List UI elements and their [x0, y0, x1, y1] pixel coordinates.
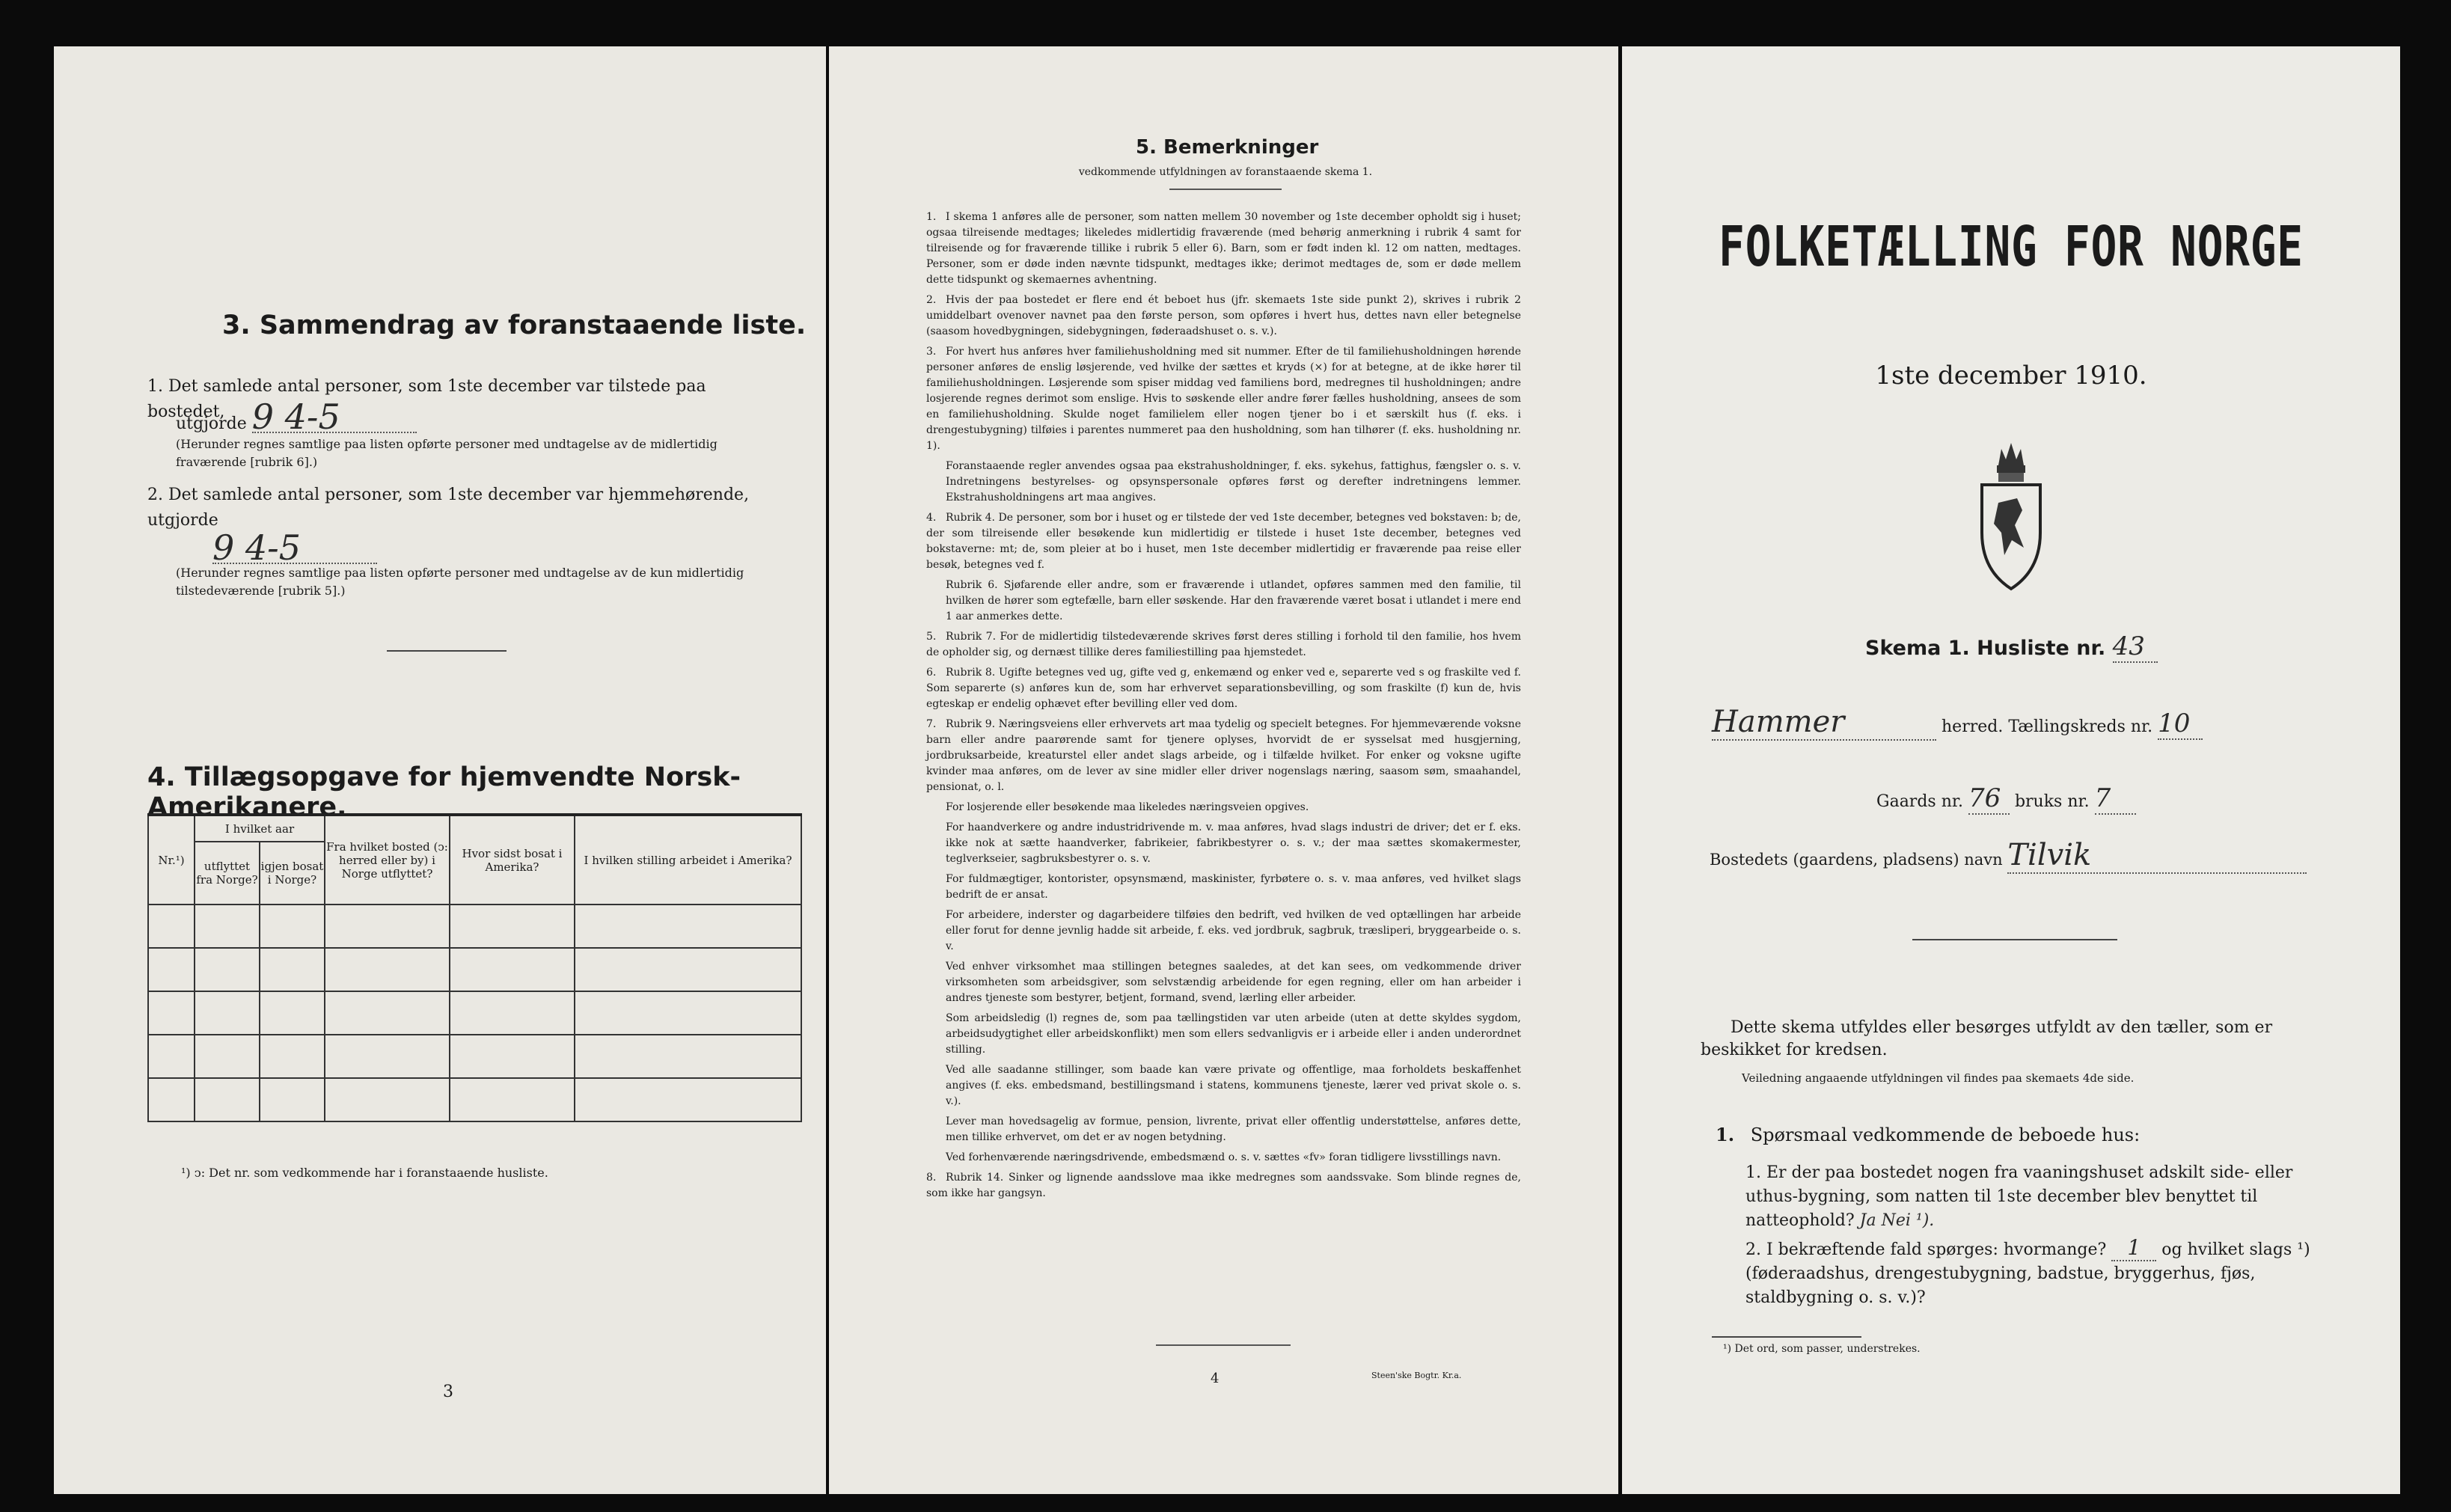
- herred-line: [1712, 705, 2203, 741]
- schema-label: Skema 1. Husliste nr.: [1865, 637, 2106, 660]
- question-2-count: 1: [2111, 1236, 2156, 1261]
- herred-label: herred.: [1941, 717, 2004, 736]
- item1-value: 9 4-5: [252, 402, 417, 433]
- herred-value: Hammer: [1712, 705, 1936, 741]
- remark-4: 4. Rubrik 4. De personer, som bor i huset og er tilstede der ved 1ste december, betegnes ved bokstaven: b; de, der som tilreisende eller besøkende kun midlertidig er tilstede i huset 1ste december, betegnes ved bokstaverne: mt; de, som pleier at bo i huset, men 1ste december midlertidig er fraværende paa reise eller besøk, betegnes ved f.: [926, 512, 1521, 571]
- remark-7g: Som arbeidsledig (l) regnes de, som paa tællingstiden var uten arbeide (uten at dette skyldes sygdom, arbeidsudygtighet eller arbeidskonflikt) men som ellers sedvanligvis er i arbeide eller i anden underordnet stilling.: [946, 1012, 1521, 1056]
- instruction-text: Dette skema utfyldes eller besørges utfyldt av den tæller, som er beskikket for kredsen.: [1701, 1018, 2273, 1059]
- gaards-label: Gaards nr.: [1876, 792, 1963, 811]
- remark-7: 7. Rubrik 9. Næringsveiens eller erhvervets art maa tydelig og specielt betegnes. For hjemmeværende voksne barn eller andre paarørende samt for tjenere oplyses, hvorvidt de er sysselsat med husgjerning, jordbruksarbeide, kreaturstel eller andet slags arbeide, og i tilfælde hvilket. For enker og voksne ugifte kvinder maa anføres, om de lever av sine midler eller driver nogenslags næring, saasom søm, smaahandel, pensionat, o. l.: [926, 718, 1521, 793]
- item2-note: (Herunder regnes samtlige paa listen opførte personer med undtagelse av de kun midlertidig tilstedeværende [rubrik 5].): [176, 566, 744, 598]
- item1-text: 1. Det samlede antal personer, som 1ste december var tilstede paa bostedet,: [147, 377, 706, 421]
- remark-6: 6. Rubrik 8. Ugifte betegnes ved ug, gifte ved g, enkemænd og enker ved e, separerte ved s og fraskilte ved f. Som separerte (s) anføres kun de, som har erhvervet separationsbevilling, og som fraskilte (f) kun de, hvis egteskap er endelig ophævet efter bevilling eller ved dom.: [926, 667, 1521, 710]
- gaards-line: [1876, 783, 2136, 815]
- remark-5: 5. Rubrik 7. For de midlertidig tilstedeværende skrives først deres stilling i forhold til den familie, hos hvem de opholder sig, og dernæst tillike deres familiestilling paa hjemstedet.: [926, 631, 1521, 658]
- bosted-value: Tilvik: [2007, 838, 2307, 874]
- question-1: [1745, 1161, 2344, 1233]
- item1-line: [176, 397, 417, 437]
- remark-7i: Lever man hovedsagelig av formue, pension, livrente, privat eller offentlig understøttelse, anføres dette, men tillike erhvervet, om det er av nogen betydning.: [946, 1115, 1521, 1143]
- question-2: [1745, 1236, 2344, 1310]
- kreds-label: Tællingskreds nr.: [2008, 717, 2153, 736]
- divider: [387, 650, 507, 652]
- remarks-subtitle: vedkommende utfyldningen av foranstaaende skema 1.: [1078, 166, 1373, 178]
- th-amerika: Hvor sidst bosat i Amerika?: [450, 815, 575, 905]
- section4-title: 4. Tillægsopgave for hjemvendte Norsk-Amerikanere.: [147, 762, 741, 822]
- item1-prefix: utgjorde: [176, 414, 247, 433]
- left-footnote: ¹) ↄ: Det nr. som vedkommende har i foranstaaende husliste.: [181, 1166, 548, 1180]
- middle-page-number: 4: [1211, 1371, 1220, 1386]
- census-title: FOLKETÆLLING FOR NORGE: [1719, 215, 2304, 279]
- left-page-number: 3: [443, 1383, 453, 1401]
- remark-7f: Ved enhver virksomhet maa stillingen betegnes saaledes, at det kan sees, om vedkommende driver virksomheten som arbeidsgiver, som selvstændig arbeidende for egen regning, eller om han arbeider i andres tjeneste som bestyrer, betjent, formand, svend, lærling eller arbeider.: [946, 961, 1521, 1004]
- item2-text: 2. Det samlede antal personer, som 1ste december var hjemmehørende, utgjorde: [147, 486, 750, 530]
- husliste-nr: 43: [2113, 631, 2158, 663]
- question-1-text: 1. Er der paa bostedet nogen fra vaaningshuset adskilt side- eller uthus-bygning, som natten til 1ste december blev benyttet til natteophold?: [1745, 1163, 2293, 1230]
- page-middle: [829, 46, 1618, 1494]
- bruks-value: 7: [2095, 783, 2136, 815]
- th-group: I hvilket aar: [195, 815, 325, 842]
- footnote-rule: [1712, 1336, 1861, 1338]
- question-1-answer: Ja Nei ¹).: [1859, 1211, 1935, 1230]
- coat-of-arms-icon: [1976, 435, 2046, 593]
- title-rule: [1169, 189, 1282, 190]
- remark-7d: For fuldmægtiger, kontorister, opsynsmænd, maskinister, fyrbøtere o. s. v. maa anføres, ved hvilket slags bedrift de er ansat.: [946, 873, 1521, 901]
- table-row: [148, 1035, 801, 1078]
- remark-7h: Ved alle saadanne stillinger, som baade kan være private og offentlige, maa forholdets beskaffenhet angives (f. eks. embedsmand, bestillingsmand i statens, kommunens tjeneste, lærer ved privat skole o. s. v.).: [946, 1064, 1521, 1107]
- printer-mark: Steen'ske Bogtr. Kr.a.: [1371, 1371, 1462, 1380]
- th-nr: Nr.¹): [148, 815, 195, 905]
- bosted-label: Bostedets (gaardens, pladsens) navn: [1710, 851, 2003, 869]
- bosted-line: [1710, 838, 2307, 874]
- th-stilling: I hvilken stilling arbeidet i Amerika?: [575, 815, 801, 905]
- remark-7c: For haandverkere og andre industridrivende m. v. maa anføres, hvad slags industri de driver; det er f. eks. ikke nok at sætte haandverker, fabrikeier, fabrikbestyrer o. s. v.; der maa sættes skomakermester, teglverkseier, sagbruksbestyrer o. s. v.: [946, 821, 1521, 865]
- question-2-text-b: og hvilket slags ¹) (føderaadshus, drengestubygning, badstue, bryggerhus, fjøs, staldbygning o. s. v.)?: [1745, 1240, 2310, 1307]
- remark-1: 1. I skema 1 anføres alle de personer, som natten mellem 30 november og 1ste december opholdt sig i huset; ogsaa tilreisende medtages; likeledes midlertidig fraværende (med behørig anmerkning i rubrik 4 samt for tilreisende og for fraværende tillike i rubrik 5 eller 6). Barn, som er født inden kl. 12 om natten, medtages. Personer, som er døde inden nævnte tidspunkt, medtages ikke; derimot medtages de, som er døde mellem dette tidspunkt og skemaernes avhentning.: [926, 211, 1521, 286]
- kreds-value: 10: [2158, 708, 2203, 740]
- gaards-value: 76: [1968, 783, 2010, 815]
- right-footnote: ¹) Det ord, som passer, understrekes.: [1723, 1343, 1921, 1355]
- remarks-title: 5. Bemerkninger: [1136, 136, 1319, 159]
- questions-title-num: 1.: [1716, 1124, 1735, 1145]
- table-row: [148, 991, 801, 1035]
- item2-value: 9 4-5: [212, 533, 377, 564]
- question-2-text-a: 2. I bekræftende fald spørges: hvormange?: [1745, 1240, 2107, 1259]
- table-row: [148, 1078, 801, 1121]
- section3-title: 3. Sammendrag av foranstaaende liste.: [222, 310, 807, 340]
- bottom-rule: [1156, 1344, 1291, 1346]
- questions-title-text: Spørsmaal vedkommende de beboede hus:: [1750, 1124, 2141, 1145]
- remark-3b: Foranstaaende regler anvendes ogsaa paa ekstrahusholdninger, f. eks. sykehus, fattighus, fængsler o. s. v. Indretningens bestyrelses- og opsynspersonale opføres først og derefter indretningens lemmer. Ekstrahusholdningens art maa angives.: [946, 460, 1521, 504]
- remark-7b: For losjerende eller besøkende maa likeledes næringsveien opgives.: [946, 801, 1309, 813]
- th-bosat: igjen bosat i Norge?: [260, 842, 325, 905]
- remark-7j: Ved forhenværende næringsdrivende, embedsmænd o. s. v. sættes «fv» foran tidligere livsstillings navn.: [946, 1151, 1502, 1163]
- bruks-label: bruks nr.: [2014, 792, 2090, 811]
- remark-3: 3. For hvert hus anføres hver familiehusholdning med sit nummer. Efter de til familiehusholdningen hørende personer anføres de enslig løsjerende, ved hvilke der sættes et kryds (×) for at betegne, at de ikke hører til familiehusholdningen. Løsjerende som spiser middag ved familiens bord, medregnes til husholdningen; andre losjerende regnes derimot som enslige. Hvis to søskende eller andre fører fælles husholdning, ansees de som en familiehusholdning. Skulde noget familielem eller nogen tjener bo i et særskilt hus (f. eks. i drengestubygning) tilføies i parentes nummeret paa den husholdning, som han tilhører (f. eks. husholdning nr. 1).: [926, 346, 1521, 452]
- th-utflyttet: utflyttet fra Norge?: [195, 842, 260, 905]
- remark-7e: For arbeidere, inderster og dagarbeidere tilføies den bedrift, ved hvilken de ved optællingen har arbeide eller forut for denne jevnlig hadde sit arbeide, f. eks. ved jordbruk, sagbruk, træsliperi, bryggearbeide o. s. v.: [946, 909, 1521, 952]
- census-date: 1ste december 1910.: [1875, 361, 2147, 391]
- schema-line: [1865, 631, 2158, 663]
- ornament-rule: [1912, 939, 2117, 940]
- norsk-amerikaner-table: [147, 813, 802, 1122]
- questions-title: [1716, 1124, 2140, 1145]
- remark-8: 8. Rubrik 14. Sinker og lignende aandsslove maa ikke medregnes som aandssvake. Som blinde regnes de, som ikke har gangsyn.: [926, 1172, 1521, 1199]
- remark-2: 2. Hvis der paa bostedet er flere end ét beboet hus (jfr. skemaets 1ste side punkt 2), skrives i rubrik 2 umiddelbart ovenover navnet paa den første person, som opføres i hvert hus, dettes navn eller betegnelse (saasom hovedbygningen, sidebygningen, føderaadshuset o. s. v.).: [926, 294, 1521, 337]
- remark-4b: Rubrik 6. Sjøfarende eller andre, som er fraværende i utlandet, opføres sammen med den familie, til hvilken de hører som egtefælle, barn eller søskende. Har den fraværende været bosat i utlandet i mere end 1 aar anmerkes dette.: [946, 579, 1521, 622]
- item1-note: (Herunder regnes samtlige paa listen opførte personer med undtagelse av de midlertidig fraværende [rubrik 6].): [176, 437, 717, 469]
- page-right: [1622, 46, 2400, 1494]
- instruction-note: Veiledning angaaende utfyldningen vil findes paa skemaets 4de side.: [1742, 1071, 2135, 1085]
- th-bosted: Fra hvilket bosted (ↄ: herred eller by) i Norge utflyttet?: [325, 815, 450, 905]
- item2-line: [212, 527, 377, 568]
- table-row: [148, 905, 801, 948]
- page-left: [54, 46, 826, 1494]
- table-row: [148, 948, 801, 991]
- remarks-body: [926, 209, 1521, 1206]
